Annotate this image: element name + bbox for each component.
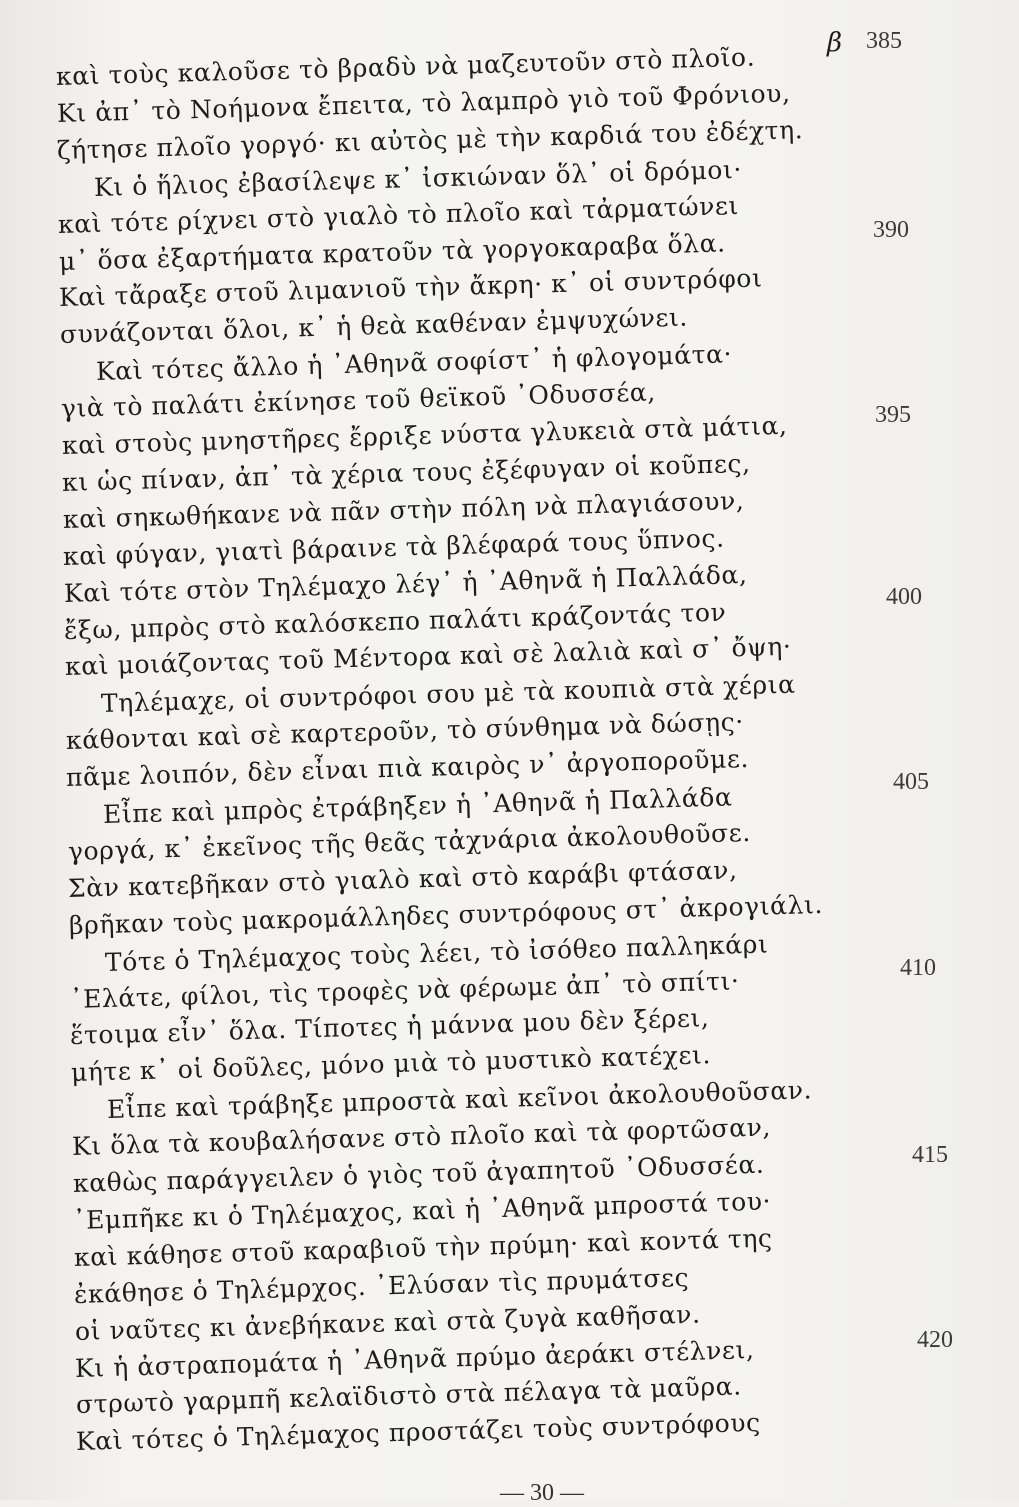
verse-line: καὶ μοιάζοντας τοῦ Μέντορα καὶ σὲ λαλιὰ καὶ σ᾽ ὄψη·	[64, 632, 792, 682]
verse-line: ἐκάθησε ὁ Τηλέμρχος. ᾽Ελύσαν τὶς πρυμάτσες	[73, 1262, 690, 1309]
book-letter: β	[827, 28, 843, 58]
verse-line: Καὶ τἄραξε στοῦ λιμανιοῦ τὴν ἄκρη· κ᾽ οἱ συντρόφοι	[58, 263, 764, 313]
line-number-410: 410	[900, 955, 936, 981]
verse-line: Κι ἡ ἀστραπομάτα ἡ ᾽Αθηνᾶ πρύμο ἀεράκι στέλνει,	[74, 1334, 756, 1383]
verse-line: Κι ὅλα τὰ κουβαλήσανε στὸ πλοῖο καὶ τὰ φορτῶσαν,	[71, 1112, 772, 1162]
verse-line: Κι ὁ ἥλιος ἐβασίλεψε κ᾽ ἰσκιώναν ὅλ᾽ οἱ δρόμοι·	[93, 154, 742, 202]
line-number-395: 395	[875, 402, 911, 428]
verse-line: ᾽Ελάτε, φίλοι, τὶς τροφὲς νὰ φέρωμε ἀπ᾽ τὸ σπίτι·	[69, 965, 740, 1014]
verse-line: συνάζονται ὅλοι, κ᾽ ἡ θεὰ καθέναν ἐμψυχώνει.	[59, 302, 689, 350]
verse-line: μ᾽ ὅσα ἐξαρτήματα κρατοῦν τὰ γοργοκαραβα ὅλα.	[58, 227, 726, 276]
verse-line: πᾶμε λοιπόν, δὲν εἶναι πιὰ καιρὸς ν᾽ ἀργοποροῦμε.	[66, 744, 750, 793]
verse-line: Σὰν κατεβῆκαν στὸ γιαλὸ καὶ στὸ καράβι φτάσαν,	[67, 855, 739, 903]
verse-line: καθὼς παράγγειλεν ὁ γιὸς τοῦ ἀγαπητοῦ ᾽Οδυσσέα.	[72, 1149, 765, 1198]
verse-line: ᾽Εμπῆκε κι ὁ Τηλέμαχος, καὶ ἡ ᾽Αθηνᾶ μπροστά του·	[72, 1186, 772, 1235]
verse-line: γοργά, κ᾽ ἐκεῖνος τῆς θεᾶς τἀχνάρια ἀκολουθοῦσε.	[67, 817, 751, 866]
verse-line: Καὶ τότες ἄλλο ἡ ᾽Αθηνᾶ σοφίστ᾽ ἡ φλογομάτα·	[95, 339, 733, 387]
verse-line: βρῆκαν τοὺς μακρομάλληδες συντρόφους στ᾽ ἀκρογιάλι.	[68, 889, 823, 940]
line-number-415: 415	[912, 1142, 948, 1168]
verse-line: Καὶ τότες ὁ Τηλέμαχος προστάζει τοὺς συντρόφους	[75, 1408, 762, 1457]
verse-line: Τότε ὁ Τηλέμαχος τοὺς λέει, τὸ ἰσόθεο παλληκάρι	[104, 929, 769, 977]
line-number-385: 385	[866, 28, 902, 54]
verse-line: μήτε κ᾽ οἱ δοῦλες, μόνο μιὰ τὸ μυστικὸ κατέχει.	[70, 1040, 712, 1088]
verse-line: Τηλέμαχε, οἱ συντρόφοι σου μὲ τὰ κουπιὰ στὰ χέρια	[100, 669, 797, 719]
verse-line: κι ὡς πίναν, ἀπ᾽ τὰ χέρια τους ἐξέφυγαν οἱ κοῦπες,	[61, 448, 751, 497]
verse-line: καὶ σηκωθήκανε νὰ πᾶν στὴν πόλη νὰ πλαγιάσουν,	[62, 485, 745, 534]
line-number-420: 420	[917, 1327, 953, 1353]
page-number: — 30 —	[500, 1480, 584, 1506]
verse-line: Εἶπε καὶ τράβηξε μπροστὰ καὶ κεῖνοι ἀκολουθοῦσαν.	[106, 1075, 813, 1125]
verse-line: ζήτησε πλοῖο γοργό· κι αὐτὸς μὲ τὴν καρδιά του ἐδέχτη.	[56, 114, 804, 165]
verse-line: καὶ στοὺς μνηστῆρες ἔρριξε νύστα γλυκειὰ στὰ μάτια,	[61, 410, 788, 460]
line-number-390: 390	[873, 217, 909, 243]
verse-line: καὶ τότε ρίχνει στὸ γιαλὸ τὸ πλοῖο καὶ τἀρματώνει	[57, 190, 740, 239]
verse-line: Καὶ τότε στὸν Τηλέμαχο λέγ᾽ ἡ ᾽Αθηνᾶ ἡ Παλλάδα,	[63, 559, 748, 608]
verse-line: γιὰ τὸ παλάτι ἐκίνησε τοῦ θεϊκοῦ ᾽Οδυσσέα,	[60, 377, 657, 424]
verse-line: ἔξω, μπρὸς στὸ καλόσκεπο παλάτι κράζοντάς τον	[63, 597, 727, 645]
verse-line: καὶ φύγαν, γιατὶ βάραινε τὰ βλέφαρά τους ὕπνος.	[62, 523, 726, 571]
line-number-405: 405	[893, 769, 929, 795]
verse-line: καὶ τοὺς καλοῦσε τὸ βραδὺ νὰ μαζευτοῦν στὸ πλοῖο.	[55, 42, 756, 91]
verse-line: κάθονται καὶ σὲ καρτεροῦν, τὸ σύνθημα νὰ δώσῃς·	[65, 707, 745, 756]
line-number-400: 400	[886, 584, 922, 610]
verse-line: στρωτὸ γαρμπῆ κελαϊδιστὸ στὰ πέλαγα τὰ μαῦρα.	[75, 1371, 742, 1420]
verse-line: Εἶπε καὶ μπρὸς ἐτράβηξεν ἡ ᾽Αθηνᾶ ἡ Παλλάδα	[102, 782, 733, 829]
verse-line: Κι ἀπ᾽ τὸ Νοήμονα ἔπειτα, τὸ λαμπρὸ γιὸ τοῦ Φρόνιου,	[56, 78, 791, 128]
verse-line: καὶ κάθησε στοῦ καραβιοῦ τὴν πρύμη· καὶ κοντά της	[73, 1223, 773, 1272]
verse-line: οἱ ναῦτες κι ἀνεβήκανε καὶ στὰ ζυγὰ καθῆσαν.	[74, 1299, 701, 1346]
verse-line: ἕτοιμα εἶν᾽ ὅλα. Τίποτες ἡ μάννα μου δὲν ξέρει,	[69, 1003, 711, 1051]
